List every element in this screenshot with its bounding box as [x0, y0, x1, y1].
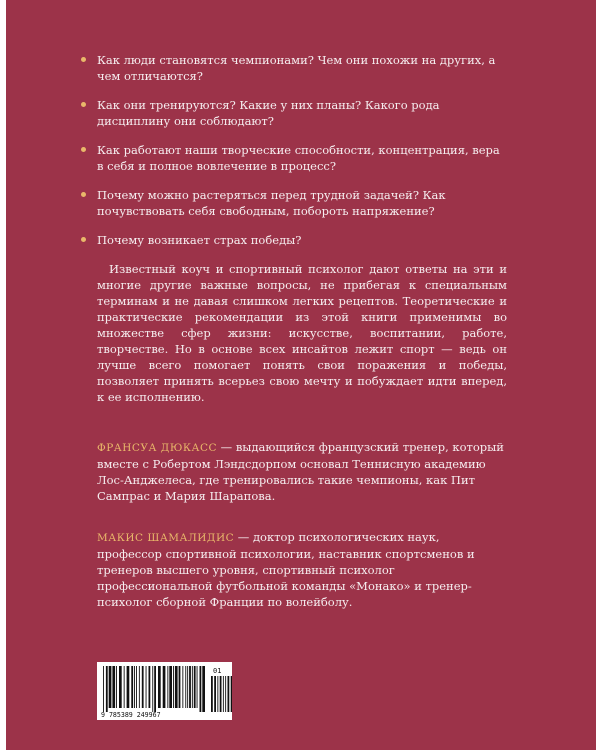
barcode-bar — [139, 666, 140, 708]
barcode-addon-bar — [217, 676, 218, 712]
barcode-bar — [185, 666, 186, 708]
barcode-graphic — [97, 662, 232, 720]
barcode-bar — [146, 666, 147, 708]
barcode-bar — [175, 666, 178, 708]
question-list — [97, 52, 507, 248]
question-item: Почему можно растеряться перед трудной задачей? Как почувствовать себя свободным, побороть напряжение? — [97, 187, 507, 219]
barcode-bar — [106, 666, 108, 712]
cover-text-block — [97, 52, 507, 610]
bullet-dot-icon — [81, 147, 86, 152]
barcode-bar — [112, 666, 115, 708]
left-page-edge — [0, 0, 6, 750]
question-item: Почему возникает страх победы? — [97, 232, 507, 248]
barcode-bar — [189, 666, 191, 708]
barcode-number: 9 785389 249967 — [101, 711, 161, 719]
barcode-bar — [149, 666, 151, 708]
question-item: Как работают наши творческие способности, концентрация, вера в себя и полное вовлечение в процесс? — [97, 142, 507, 174]
barcode-bar — [116, 666, 117, 708]
right-page-edge — [596, 0, 600, 750]
barcode-bar — [163, 666, 166, 708]
barcode-bar — [179, 666, 181, 708]
barcode-bar — [192, 666, 193, 708]
bullet-dot-icon — [81, 57, 86, 62]
barcode-bar — [169, 666, 172, 708]
author-bio-ducasse — [97, 439, 507, 504]
book-description: Известный коуч и спортивный психолог дают ответы на эти и многие другие важные вопросы, не прибегая к специальным терминам и не давая слишком легких рецептов. Теоретические и практические рекомендации из этой книги применимы во множестве сфер жизни: искусстве, воспитании, работе, творчестве. Но в основе всех инсайтов лежит спорт — ведь он лучше всего помогает понять свои поражения и победы, позволяет принять всерьез свою мечту и побуждает идти вперед, к ее исполнению. — [97, 262, 507, 404]
barcode-addon-bar — [228, 676, 230, 712]
question-item: Как люди становятся чемпионами? Чем они похожи на других, а чем отличаются? — [97, 52, 507, 84]
barcode-addon-bar — [220, 676, 222, 712]
question-item: Как они тренируются? Какие у них планы? Какого рода дисциплину они соблюдают? — [97, 97, 507, 129]
barcode-bar — [187, 666, 188, 708]
barcode-bar — [142, 666, 144, 708]
barcode-bar — [124, 666, 125, 708]
barcode-bar — [103, 666, 104, 712]
bullet-dot-icon — [81, 237, 86, 242]
barcode-bar — [182, 666, 183, 708]
barcode-bar — [109, 666, 112, 708]
bullet-dot-icon — [81, 192, 86, 197]
barcode-addon-bar — [223, 676, 224, 712]
barcode-bar — [197, 666, 198, 708]
bullet-dot-icon — [81, 102, 86, 107]
barcode-bar — [127, 666, 130, 708]
barcode-bar — [131, 666, 133, 708]
barcode-addon-bar — [211, 676, 213, 712]
barcode-bar — [119, 666, 122, 708]
barcode-bar — [152, 666, 153, 712]
isbn-barcode — [97, 662, 232, 720]
author-bio-text: — выдающийся французский тренер, который вместе с Робертом Лэндсдорпом основал Теннисную академию Лос-Анджелеса, где тренировались такие чемпионы, как Пит Сампрас и Мария Шарапова. — [97, 440, 504, 503]
barcode-addon-bar — [225, 676, 226, 712]
barcode-bar — [202, 666, 205, 712]
barcode-bar — [194, 666, 196, 708]
barcode-bar — [134, 666, 135, 708]
barcode-bar — [154, 666, 156, 712]
author-name: МАКИС ШАМАЛИДИС — [97, 532, 235, 544]
barcode-bar — [167, 666, 168, 708]
barcode-addon: 01 — [213, 667, 222, 675]
barcode-bar — [158, 666, 161, 708]
author-bio-shamalidis — [97, 529, 507, 610]
barcode-bar — [200, 666, 202, 712]
author-bio-text: — доктор психологических наук, профессор спортивной психологии, наставник спортсменов и тренеров высшего уровня, спортивный психолог профессиональной футбольной команды «Монако» и тренер-психолог сборной Франции по волейболу. — [97, 530, 475, 609]
barcode-addon-bar — [231, 676, 232, 712]
barcode-addon-bar — [214, 676, 216, 712]
author-name: ФРАНСУА ДЮКАСС — [97, 442, 218, 454]
barcode-bar — [136, 666, 137, 708]
barcode-bar — [173, 666, 174, 708]
